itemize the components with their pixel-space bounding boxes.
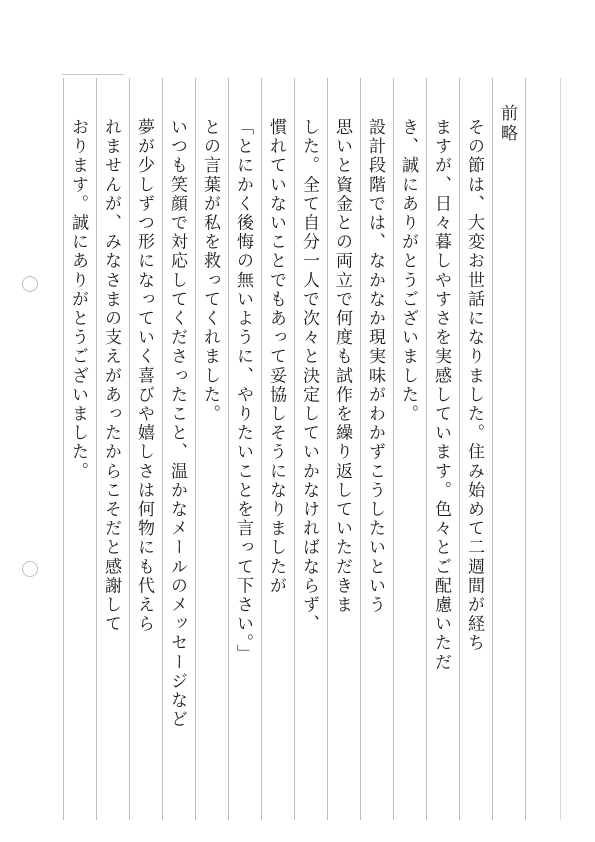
ruled-line [195,78,196,820]
letter-line-3: き、誠にありがとうございました。 [398,118,418,424]
letter-line-9: との言葉が私を救ってくれました。 [200,118,220,424]
ruled-line [360,78,361,820]
letter-line-12: れませんが、みなさまの支えがあったからこそだと感謝して [101,118,121,634]
binder-hole-bottom [22,561,38,577]
letter-greeting: 前略 [497,104,517,144]
ruled-line [96,78,97,820]
header-rule [62,74,124,75]
ruled-line [426,78,427,820]
margin-line [560,78,561,820]
ruled-line [261,78,262,820]
letter-line-2: ますが、日々暮しやすさを実感しています。色々とご配慮いただ [431,118,451,672]
letter-line-13: おります。誠にありがとうございました。 [68,118,88,481]
ruled-line [459,78,460,820]
letter-line-4: 設計段階では、なかなか現実味がわかずこうしたいという [365,118,385,615]
ruled-line [129,78,130,820]
ruled-line [294,78,295,820]
ruled-line [393,78,394,820]
letter-line-6: した。全て自分一人で次々と決定していかなければならず、 [299,118,319,634]
letter-line-5: 思いと資金との両立で何度も試作を繰り返していただきま [332,118,352,615]
ruled-line [162,78,163,820]
letter-line-8: 「とにかく後悔の無いように、やりたいことを言って下さい。」 [233,118,253,664]
letter-line-10: いつも笑顔で対応してくださったこと、温かなメールのメッセージなど [167,118,187,730]
letter-line-1: その節は、大変お世話になりました。住み始めて二週間が経ち [464,118,484,653]
ruled-line [327,78,328,820]
ruled-line [228,78,229,820]
letter-line-11: 夢が少しずつ形になっていく喜びや嬉しさは何物にも代えら [134,118,154,634]
letter-line-7: 慣れていないことでもあって妥協しそうになりましたが [266,118,286,596]
ruled-line [492,78,493,820]
ruled-line [525,78,526,820]
ruled-line [63,78,64,820]
binder-hole-top [22,276,38,292]
